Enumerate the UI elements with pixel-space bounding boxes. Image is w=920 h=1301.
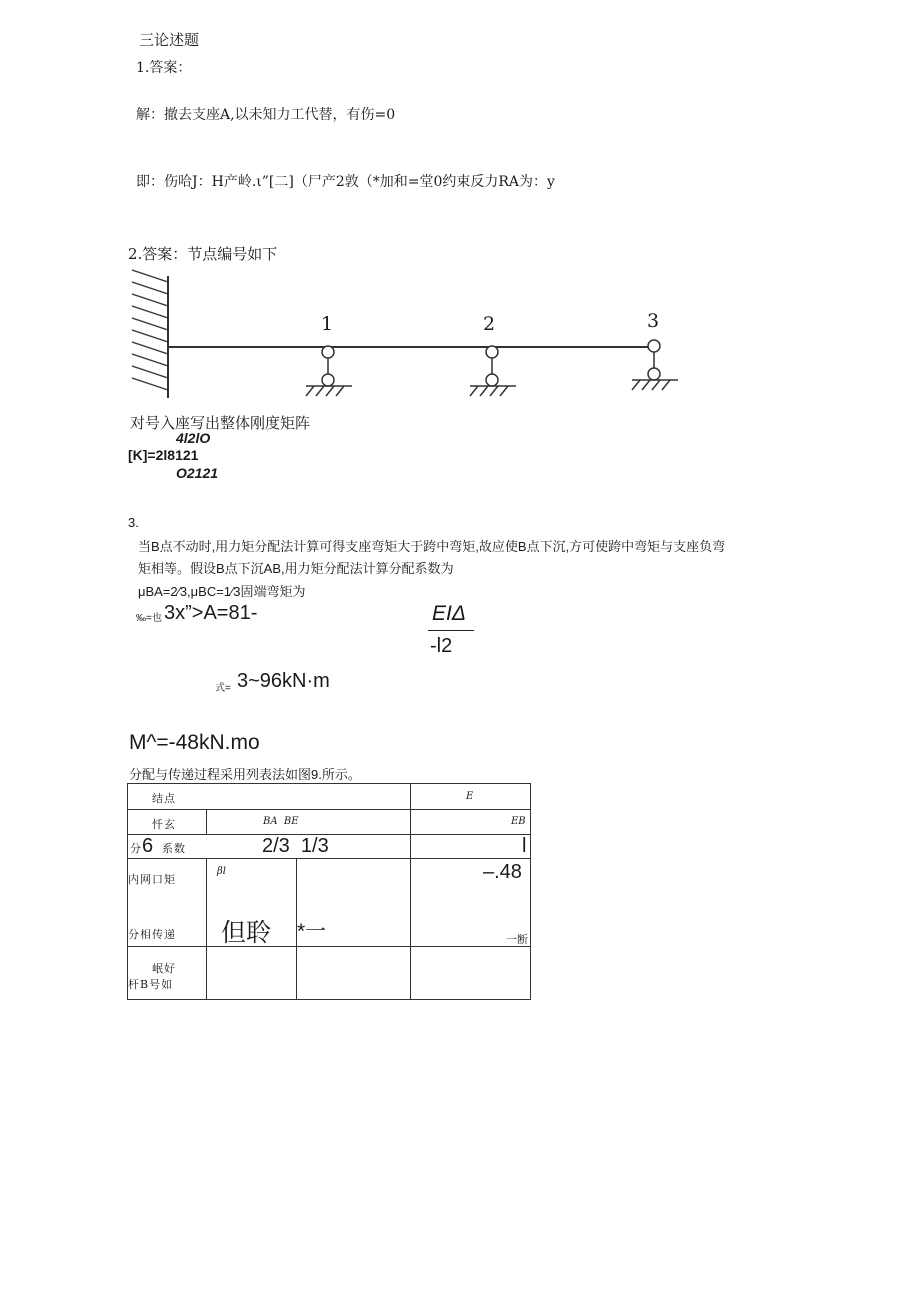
node-label-2: 2 (483, 313, 496, 335)
fraction-bar (428, 630, 474, 631)
cell-factor-eb: l (411, 835, 531, 859)
fraction-numerator: EIΔ (432, 602, 466, 625)
q3-para1: 当B点不动时,用力矩分配法计算可得支座弯矩大于跨中弯矩,故应使B点下沉,方可使跨中弯矩与支座负弯 (138, 539, 726, 554)
q2-label: 2.答案：节点编号如下 (128, 245, 278, 263)
cell-distribution-factor: 分 6 系数 2/3 1/3 (128, 835, 411, 859)
eq2-prefix: 式= (215, 683, 231, 694)
eq2-main: 3~96kN·m (237, 670, 330, 692)
cell-final-be (297, 947, 411, 1000)
fixed-wall-hatch (132, 270, 168, 390)
cell-member-ba-be: BA BE (207, 810, 411, 835)
cell-fixed-end-ba: βl 但聆 (207, 859, 297, 947)
node-label-3: 3 (647, 310, 660, 332)
cell-fixed-end-eb: –.48 一断 (411, 859, 531, 947)
eq1-main: 3x”>A=81- (164, 602, 258, 624)
eq3: M^=-48kN.mo (129, 731, 260, 754)
q1-label: 1.答案： (136, 60, 192, 76)
fraction-denominator: -l2 (430, 635, 453, 657)
beam-diagram (120, 268, 690, 408)
support-node-2 (470, 346, 516, 396)
q3-para3: μBA=2∕3,μBC=1∕3固端弯矩为 (138, 584, 306, 599)
table-row (128, 784, 531, 810)
matrix-row-2: [K]=2l8121 (128, 447, 199, 463)
cell-fixed-end-be: *一 (297, 859, 411, 947)
support-node-1 (306, 346, 352, 396)
eq1-prefix: ‰=也 (136, 613, 162, 624)
q3-label: 3. (128, 515, 139, 530)
distribution-table (127, 783, 531, 1000)
table-row (128, 947, 531, 1000)
q1-line1: 解：撤去支座A,以未知力工代替，有伤=0 (136, 107, 396, 123)
cell-final-label: 岷好 杆B号如 (128, 947, 207, 1000)
table-row (128, 810, 531, 835)
cell-node-e: E (411, 784, 531, 810)
matrix-row-3: O2121 (176, 465, 219, 481)
cell-member-label: 忏玄 (128, 810, 207, 835)
cell-final-eb (411, 947, 531, 1000)
matrix-intro: 对号入座写出整体刚度矩阵 (130, 414, 311, 432)
table-caption: 分配与传递过程采用列表法如图9.所示。 (129, 767, 361, 782)
matrix-row-1: 4l2lO (176, 430, 211, 446)
q3-para2: 矩相等。假设B点下沉AB,用力矩分配法计算分配系数为 (138, 561, 454, 576)
q1-line2: 即：伤哈J：H产岭.ι”[二]（尸产2敦（*加和=堂0约束反力RA为：y (136, 174, 555, 190)
table-row (128, 835, 531, 859)
table-row (128, 859, 531, 947)
section-title: 三论述题 (139, 31, 200, 49)
cell-node-header: 结点 (128, 784, 411, 810)
cell-member-eb: EB (411, 810, 531, 835)
node-label-1: 1 (321, 313, 334, 335)
cell-fixed-end-label: 内网口矩 分相传递 (128, 859, 207, 947)
cell-final-ba (207, 947, 297, 1000)
